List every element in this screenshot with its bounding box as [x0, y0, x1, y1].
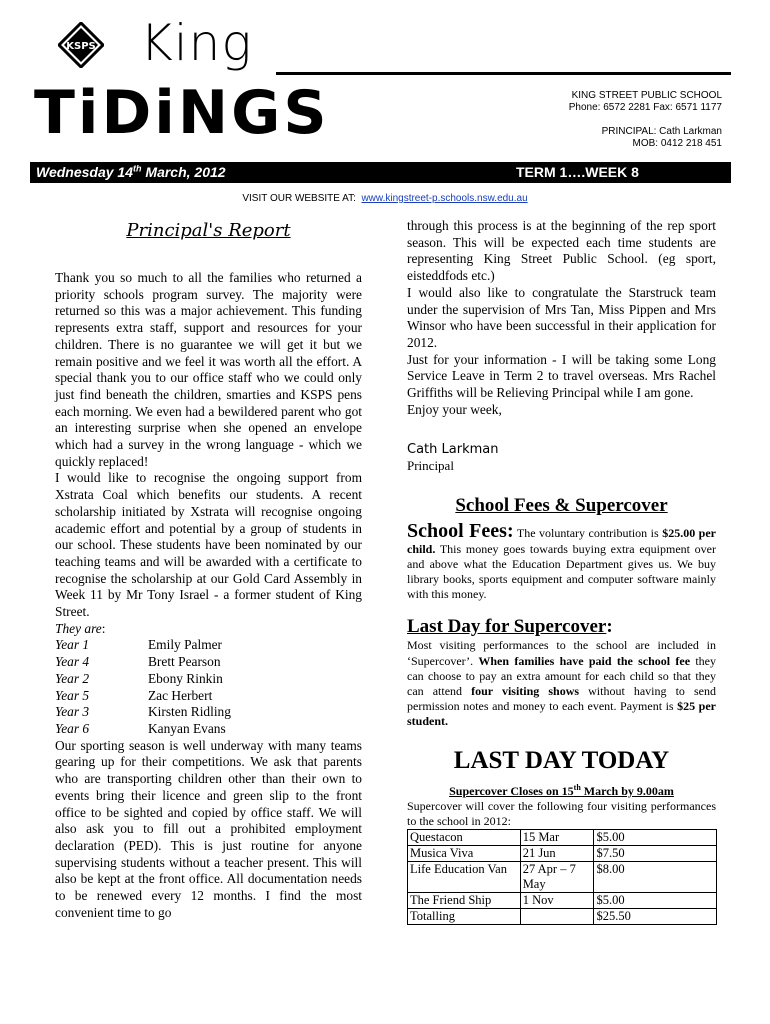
school-contact-block [569, 90, 722, 150]
table-row: Life Education Van 27 Apr – 7 May $8.00 [408, 862, 717, 893]
table-row: Totalling $25.50 [408, 909, 717, 925]
performances-table [407, 829, 717, 925]
issue-term: TERM 1….WEEK 8 [516, 164, 639, 180]
student-row: Year 2 Ebony Rinkin [55, 670, 223, 686]
students-intro: They are: [55, 620, 106, 636]
report-paragraph: through this process is at the beginning of the rep sport season. This will be expected each time students are representing King Street Public School. (eg sport, eisteddfods etc.) [407, 218, 716, 284]
signature: Cath Larkman [407, 442, 499, 458]
report-paragraph: I would also like to congratulate the Starstruck team under the supervision of Mrs Tan, Miss Pippen and Mrs Winsor who have been successful in their application for 2012. [407, 284, 716, 350]
student-row: Year 6 Kanyan Evans [55, 720, 226, 736]
table-row: Musica Viva 21 Jun $7.50 [408, 846, 717, 862]
website-line [0, 193, 770, 205]
signature-role: Principal [407, 458, 454, 474]
last-day-banner: LAST DAY TODAY [453, 746, 670, 774]
student-row: Year 1 Emily Palmer [55, 637, 223, 653]
right-column [407, 218, 716, 925]
report-paragraph: Just for your information - I will be taking some Long Service Leave in Term 2 to travel overseas. Mrs Rachel Griffiths will be Relieving Principal while I am gone. [407, 351, 716, 401]
ksps-logo [58, 22, 104, 68]
supercover-closes: Supercover Closes on 15th March by 9.00am [449, 782, 674, 798]
masthead-title-king: King [140, 14, 253, 72]
table-row: Questacon 15 Mar $5.00 [408, 830, 717, 846]
website-label: VISIT OUR WEBSITE AT: [242, 193, 356, 204]
report-paragraph: Thank you so much to all the families who returned a priority schools program survey. The majority were returned so this was a major achievement. This funding represents extra staff, support and resources for your children. There is no guarantee we will get it but we remain positive and we feel it was worth all the effort. A special thank you to our office staff who we could only just find beneath the children, smarties and KSPS pens each morning. We even had a bewildered parent who got an interesting surprise when she opened an envelope which had a survey in the wrong language - which we quickly replaced! [55, 270, 362, 469]
supercover-cover-text: Supercover will cover the following four visiting performances to the school in 2012: [407, 798, 716, 828]
principal-name: PRINCIPAL: Cath Larkman [601, 126, 722, 137]
supercover-paragraph: Most visiting performances to the school are included in ‘Supercover’. When families have paid the school fee they can choose to pay an extra amount for each child so that they can attend four visiting shows without having to send permission notes and money to each event. Payment is $25 per student. [407, 638, 717, 729]
issue-date: Wednesday 14th March, 2012 [36, 163, 226, 180]
school-name: KING STREET PUBLIC SCHOOL [571, 90, 722, 101]
report-paragraph: Our sporting season is well underway with many teams gearing up for their competitions. We ask that parents who are transporting children other than their own to events bring their licence and green slip to the front office to be sighted and copied by office staff. We will also ask you to fill out a prohibited employment declaration (PED). This is just routine for anyone supervising students without a teacher present. This will also be kept at the front office. All documentation needs to be renewed every 12 months. I find the most convenient time to go [55, 737, 362, 920]
student-row: Year 5 Zac Herbert [55, 687, 213, 703]
website-link[interactable]: www.kingstreet-p.schools.nsw.edu.au [361, 193, 528, 204]
student-row: Year 4 Brett Pearson [55, 654, 221, 670]
fees-paragraph: School Fees: The voluntary contribution is $25.00 per child. This money goes towards buying extra equipment over and above what the Education Department gives us. We buy library books, sports equipment and computer software mainly with this money. [407, 520, 717, 602]
student-row: Year 3 Kirsten Ridling [55, 704, 231, 720]
principals-report-body [55, 270, 362, 921]
fees-heading: School Fees & Supercover [455, 495, 668, 517]
report-paragraph: Enjoy your week, [407, 401, 502, 417]
masthead-title-tidings: TiDiNGS [34, 78, 330, 148]
supercover-heading: Last Day for Supercover: [407, 616, 613, 638]
principals-report-heading: Principal's Report [126, 220, 291, 241]
report-paragraph: I would like to recognise the ongoing support from Xstrata Coal which benefits our students. A recent scholarship initiated by Xstrata will recognise ongoing academic effort and potential by a group of students in our school. These students have been nominated by our teaching teams and will be awarded with a certificate to recognise the scholarship at our Gold Card Assembly in Week 11 by Mr Tony Israel - a former student of King Street. [55, 470, 362, 620]
masthead-rule [276, 72, 731, 75]
school-phone: Phone: 6572 2281 Fax: 6571 1177 [568, 102, 722, 113]
issue-bar [30, 162, 731, 183]
table-row: The Friend Ship 1 Nov $5.00 [408, 893, 717, 909]
principal-mobile: MOB: 0412 218 451 [632, 138, 722, 149]
left-column [55, 218, 362, 921]
principals-report-continued [407, 218, 716, 418]
ksps-logo-text: KSPS [66, 41, 96, 52]
